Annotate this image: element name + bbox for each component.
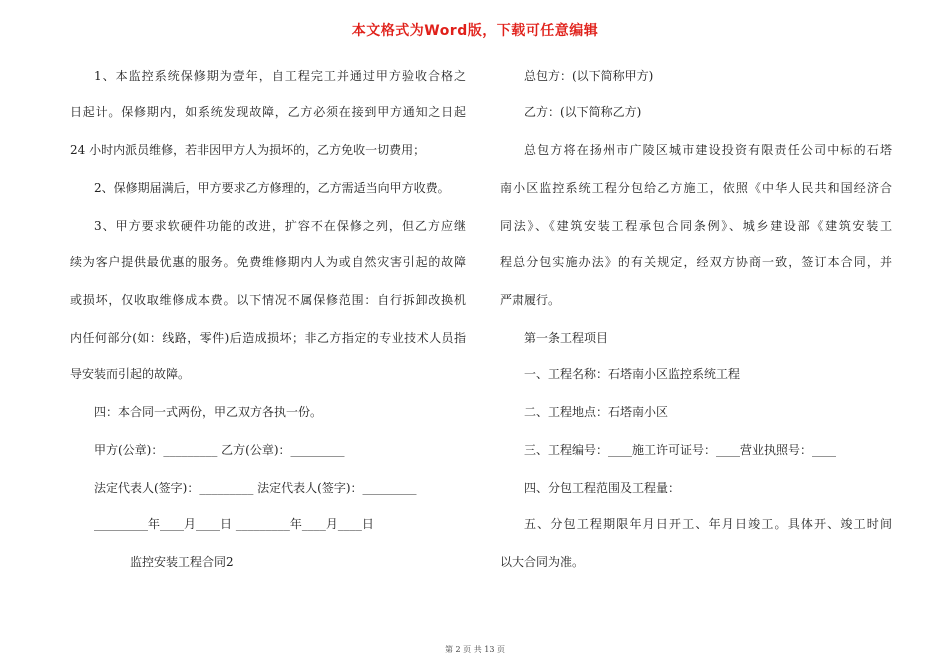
text-line: 严肃履行。 xyxy=(500,293,561,307)
text-line: 四、分包工程范围及工程量： xyxy=(524,481,681,495)
text-line: 南小区监控系统工程分包给乙方施工，依照《中华人民共和国经济合 xyxy=(500,181,892,195)
text-line: 同法》、《建筑安装工程承包合同条例》、城乡建设部《建筑安装工 xyxy=(500,219,892,233)
text-line: 三、工程编号：____施工许可证号：____营业执照号：____ xyxy=(524,443,837,457)
text-line: 总包方将在扬州市广陵区城市建设投资有限责任公司中标的石塔 xyxy=(524,143,892,157)
text-line: 总包方：(以下简称甲方) xyxy=(524,69,654,83)
format-banner: 本文格式为Word版，下载可任意编辑 xyxy=(351,23,599,39)
text-line: 内任何部分(如：线路，零件)后造成损坏；非乙方指定的专业技术人员指 xyxy=(70,331,466,345)
text-line: 五、分包工程期限年月日开工、年月日竣工。具体开、竣工时间 xyxy=(524,517,892,531)
text-line: 或损坏，仅收取维修成本费。以下情况不属保修范围：自行拆卸改换机 xyxy=(70,293,466,307)
text-line: 二、工程地点：石塔南小区 xyxy=(524,405,669,419)
text-line: 乙方：(以下简称乙方) xyxy=(524,105,642,119)
text-line: 续为客户提供最优惠的服务。免费维修期内人为或自然灾害引起的故障 xyxy=(70,255,466,269)
article-heading: 第一条工程项目 xyxy=(524,331,609,345)
text-line: 24 小时内派员维修，若非因甲方人为损坏的，乙方免收一切费用； xyxy=(70,143,426,157)
section-heading: 监控安装工程合同2 xyxy=(130,555,234,569)
text-line: 四：本合同一式两份，甲乙双方各执一份。 xyxy=(94,405,323,419)
text-line: 程总分包实施办法》的有关规定，经双方协商一致，签订本合同，并 xyxy=(500,255,892,269)
signature-line-seal: 甲方(公章)：_________ 乙方(公章)：_________ xyxy=(94,443,345,457)
signature-line-date: _________年____月____日 _________年____月____日 xyxy=(94,517,374,531)
text-line: 3、甲方要求软硬件功能的改进，扩容不在保修之列，但乙方应继 xyxy=(94,219,466,233)
text-line: 2、保修期届满后，甲方要求乙方修理的，乙方需适当向甲方收费。 xyxy=(94,181,450,195)
text-line: 以大合同为准。 xyxy=(500,555,585,569)
page-number: 第 2 页 共 13 页 xyxy=(445,645,505,654)
text-line: 一、工程名称：石塔南小区监控系统工程 xyxy=(524,367,741,381)
text-line: 1、本监控系统保修期为壹年，自工程完工并通过甲方验收合格之 xyxy=(94,69,466,83)
signature-line-representative: 法定代表人(签字)：_________ 法定代表人(签字)：_________ xyxy=(94,481,417,495)
text-line: 导安装而引起的故障。 xyxy=(70,367,191,381)
text-line: 日起计。保修期内，如系统发现故障，乙方必须在接到甲方通知之日起 xyxy=(70,105,466,119)
